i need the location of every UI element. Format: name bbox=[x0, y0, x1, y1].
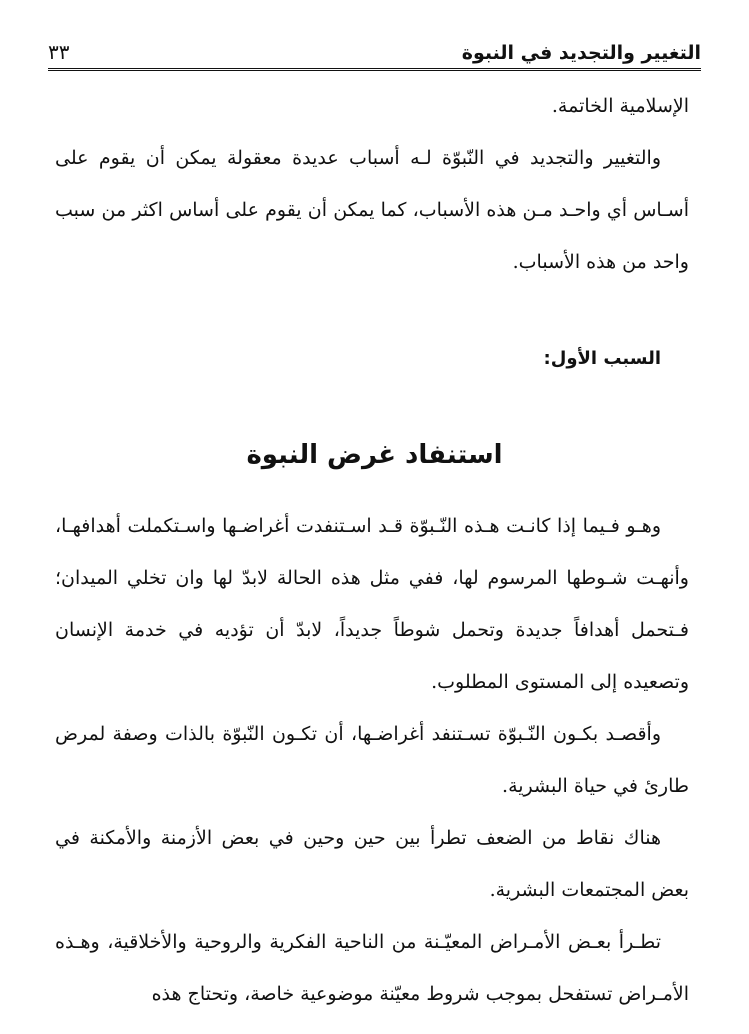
paragraph: تطـرأ بعـض الأمـراض المعيّـنة من الناحية الفكرية والروحية والأخلاقية، وهـذه الأمـراض تستفحل بموجب شروط معيّنة موضوعية خاصة، وتحتاج هذه bbox=[55, 931, 689, 1005]
intro-text bbox=[55, 80, 689, 288]
intro-paragraph: والتغيير والتجديد في النّبوّة لـه أسباب عديدة معقولة يمكن أن يقوم على أسـاس أي واحـد مـن هذه الأسباب، كما يمكن أن يقوم على أساس اكثر من سبب واحد من هذه الأسباب. bbox=[55, 147, 689, 273]
paragraph: وأقصـد بكـون النّـبوّة تسـتنفد أغراضـها، أن تكـون النّبوّة بالذات وصفة لمرض طارئ في حياة البشرية. bbox=[55, 723, 689, 797]
running-header bbox=[48, 28, 701, 71]
page-number: ٣٣ bbox=[48, 40, 70, 64]
header-title: التغيير والتجديد في النبوة bbox=[461, 42, 701, 64]
chapter-title: استنفاد غرض النبوة bbox=[246, 440, 503, 470]
paragraph: وهـو فـيما إذا كانـت هـذه النّـبوّة قـد اسـتنفدت أغراضـها واسـتكملت أهدافهـا، وأنهـت شـوطها المرسوم لها، ففي مثل هذه الحالة لابدّ لها وان تخلي الميدان؛ فـتحمل أهدافاً جديدة وتحمل شوطاً جديداً، لابدّ أن تؤديه في خدمة الإنسان وتصعيده إلى المستوى المطلوب. bbox=[55, 515, 689, 693]
intro-paragraph: الإسلامية الخاتمة. bbox=[551, 95, 689, 117]
paragraph: هناك نقاط من الضعف تطرأ بين حين وحين في بعض الأزمنة والأمكنة في بعض المجتمعات البشرية. bbox=[55, 827, 689, 901]
section-label: السبب الأول: bbox=[543, 348, 661, 369]
main-text bbox=[55, 500, 689, 1020]
